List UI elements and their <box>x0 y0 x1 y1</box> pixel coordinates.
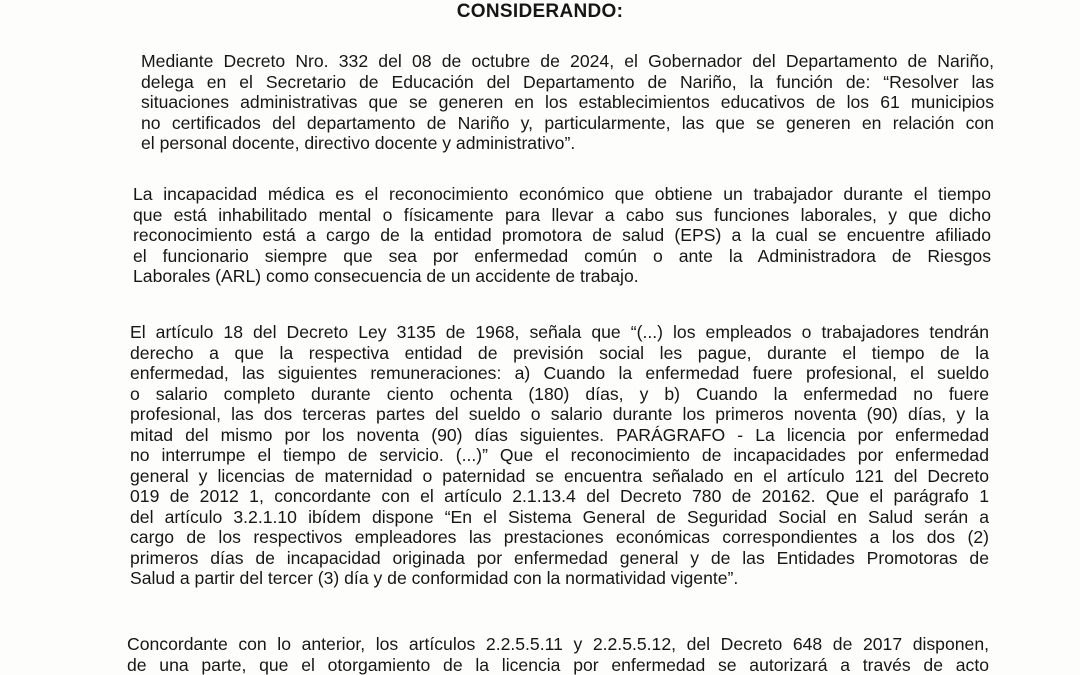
paragraph-line: no interrumpe el tiempo de servicio. (...)” Que el reconocimiento de incapacidades por enfermedad <box>130 445 989 465</box>
paragraph-incapacidad-medica <box>133 184 991 287</box>
paragraph-line: el personal docente, directivo docente y administrativo”. <box>141 133 576 153</box>
paragraph-line: no certificados del departamento de Nariño y, particularmente, las que se generen en relación con <box>141 112 994 133</box>
paragraph-concordante <box>127 634 989 675</box>
paragraph-line: Laborales (ARL) como consecuencia de un accidente de trabajo. <box>133 266 639 286</box>
paragraph-line: Salud a partir del tercer (3) día y de conformidad con la normatividad vigente”. <box>130 568 739 588</box>
paragraph-decreto-332 <box>141 51 994 154</box>
paragraph-line: enfermedad, las siguientes remuneraciones: a) Cuando la enfermedad fuere profesional, el sueldo <box>130 363 989 383</box>
paragraph-line: delega en el Secretario de Educación del Departamento de Nariño, la función de: “Resolver las <box>141 71 994 92</box>
paragraph-line: profesional, las dos terceras partes del sueldo o salario durante los primeros noventa (90) días, y la <box>130 404 989 424</box>
paragraph-line: 019 de 2012 1, concordante con el artículo 2.1.13.4 del Decreto 780 de 20162. Que el parágrafo 1 <box>130 486 989 506</box>
paragraph-line: cargo de los respectivos empleadores las prestaciones económicas correspondientes a los dos (2) <box>130 527 989 547</box>
paragraph-line: mitad del mismo por los noventa (90) días siguientes. PARÁGRAFO - La licencia por enfermedad <box>130 424 989 445</box>
paragraph-line: general y licencias de maternidad o paternidad se encuentra señalado en el artículo 121 del Decreto <box>130 465 989 486</box>
paragraph-line: Concordante con lo anterior, los artículos 2.2.5.5.11 y 2.2.5.5.12, del Decreto 648 de 2017 disponen, <box>127 634 989 654</box>
paragraph-line: o salario completo durante ciento ochenta (180) días, y b) Cuando la enfermedad no fuere <box>130 383 989 404</box>
paragraph-articulo-18 <box>130 322 989 589</box>
paragraph-line: de una parte, que el otorgamiento de la licencia por enfermedad se autorizará a través de acto <box>127 654 989 675</box>
paragraph-line: Mediante Decreto Nro. 332 del 08 de octubre de 2024, el Gobernador del Departamento de Nariño, <box>141 51 994 71</box>
paragraph-line: primeros días de incapacidad originada por enfermedad general y de las Entidades Promotoras de <box>130 547 989 568</box>
paragraph-line: La incapacidad médica es el reconocimiento económico que obtiene un trabajador durante el tiempo <box>133 184 991 204</box>
paragraph-line: del artículo 3.2.1.10 ibídem dispone “En el Sistema General de Seguridad Social en Salud serán a <box>130 506 989 527</box>
paragraph-line: El artículo 18 del Decreto Ley 3135 de 1968, señala que “(...) los empleados o trabajadores tendrán <box>130 322 989 342</box>
document-heading: CONSIDERANDO: <box>456 1 624 22</box>
paragraph-line: el funcionario siempre que sea por enfermedad común o ante la Administradora de Riesgos <box>133 245 991 266</box>
paragraph-line: que está inhabilitado mental o físicamente para llevar a cabo sus funciones laborales, y que dicho <box>133 204 991 225</box>
paragraph-line: situaciones administrativas que se generen en los establecimientos educativos de los 61 municipios <box>141 92 994 112</box>
paragraph-line: derecho a que la respectiva entidad de previsión social les pague, durante el tiempo de la <box>130 342 989 363</box>
paragraph-line: reconocimiento está a cargo de la entidad promotora de salud (EPS) a la cual se encuentre afiliado <box>133 225 991 245</box>
